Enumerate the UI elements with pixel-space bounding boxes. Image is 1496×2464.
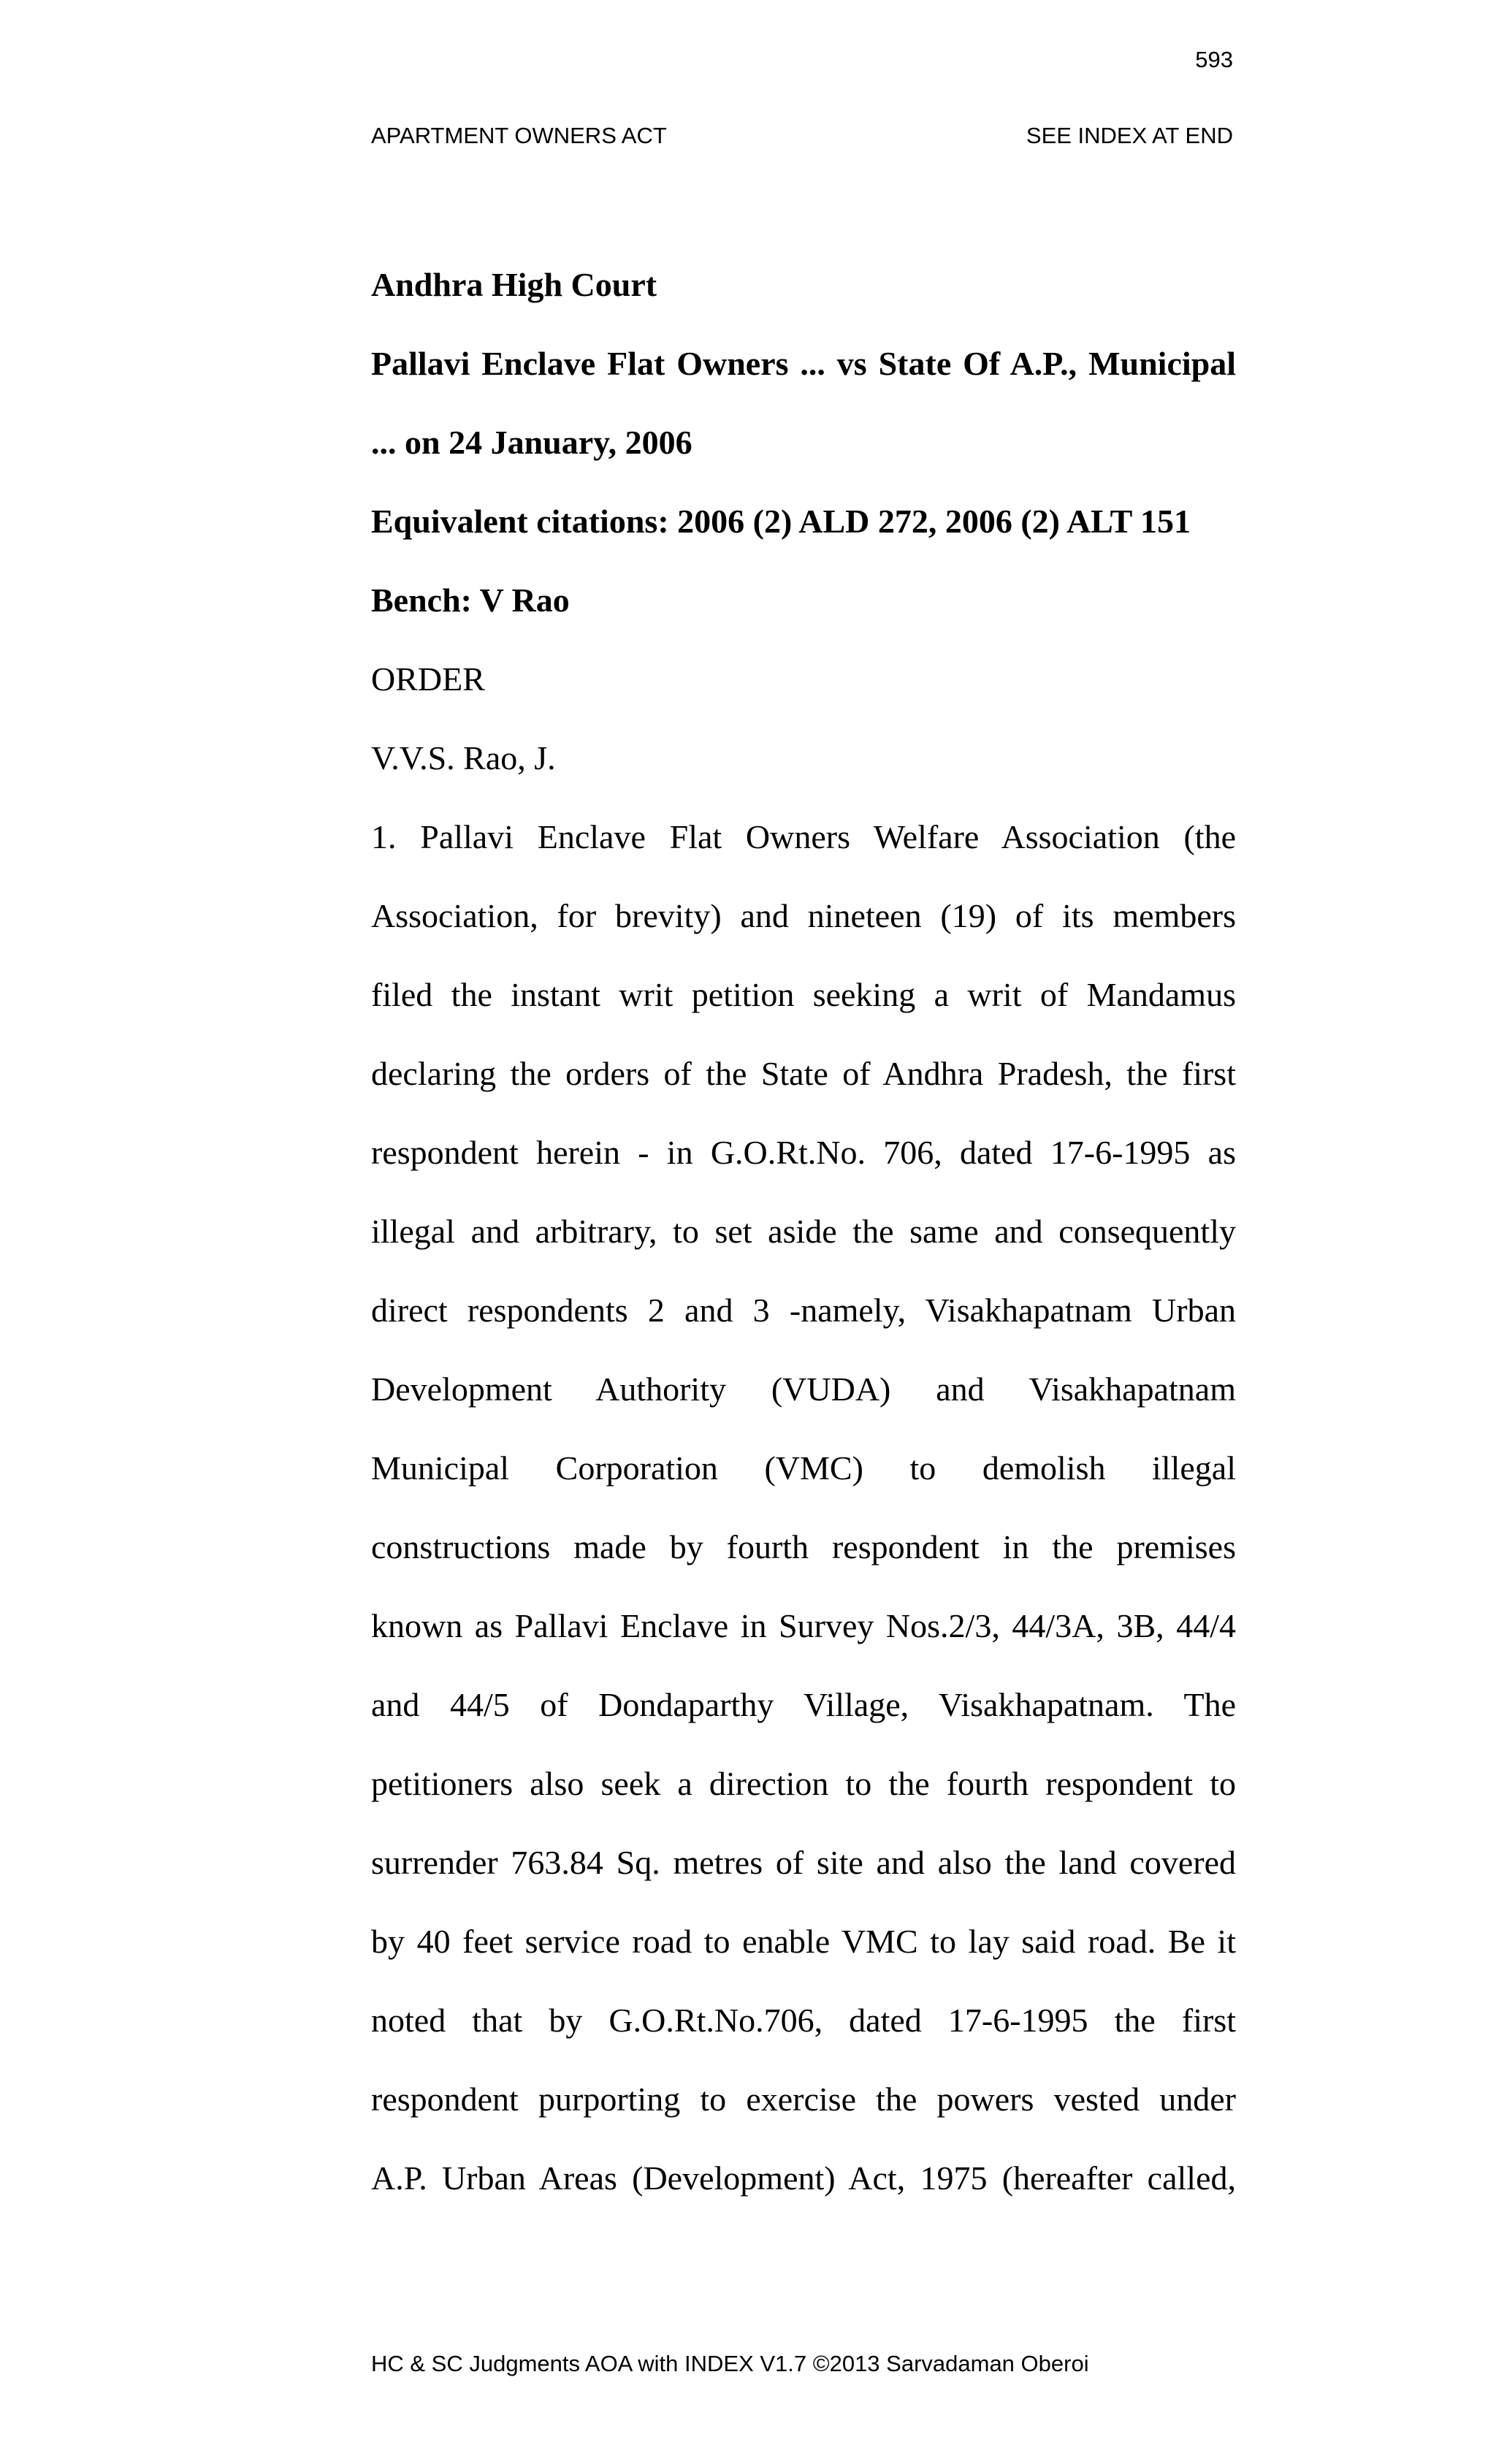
page-footer: HC & SC Judgments AOA with INDEX V1.7 ©2013 Sarvadaman Oberoi <box>371 2351 1089 2376</box>
paragraph-line: filed the instant writ petition seeking a writ of Mandamus <box>371 976 1236 1013</box>
paragraph-line: by 40 feet service road to enable VMC to lay said road. Be it <box>371 1923 1236 1960</box>
paragraph-line: surrender 763.84 Sq. metres of site and also the land covered <box>371 1844 1236 1881</box>
paragraph-line: known as Pallavi Enclave in Survey Nos.2/3, 44/3A, 3B, 44/4 <box>371 1607 1236 1644</box>
paragraph-line: petitioners also seek a direction to the fourth respondent to <box>371 1765 1236 1802</box>
paragraph-line: A.P. Urban Areas (Development) Act, 1975 (hereafter called, <box>371 2159 1236 2197</box>
running-header-right: SEE INDEX AT END <box>1026 123 1233 148</box>
paragraph-line: respondent herein - in G.O.Rt.No. 706, dated 17-6-1995 as <box>371 1134 1236 1171</box>
paragraph-line: Development Authority (VUDA) and Visakhapatnam <box>371 1370 1236 1408</box>
order-label: ORDER <box>371 660 485 698</box>
equivalent-citations: Equivalent citations: 2006 (2) ALD 272, 2006 (2) ALT 151 <box>371 503 1191 540</box>
case-title-line-1: Pallavi Enclave Flat Owners ... vs State Of A.P., Municipal <box>371 345 1236 382</box>
paragraph-line: illegal and arbitrary, to set aside the same and consequently <box>371 1213 1236 1250</box>
paragraph-line: direct respondents 2 and 3 -namely, Visakhapatnam Urban <box>371 1292 1236 1329</box>
paragraph-line: Municipal Corporation (VMC) to demolish illegal <box>371 1449 1236 1487</box>
paragraph-1 <box>371 811 1236 2231</box>
paragraph-line: 1. Pallavi Enclave Flat Owners Welfare Association (the <box>371 818 1236 855</box>
paragraph-line: Association, for brevity) and nineteen (19) of its members <box>371 897 1236 934</box>
bench: Bench: V Rao <box>371 581 570 619</box>
judgment-body <box>371 259 1236 2231</box>
judge-name: V.V.S. Rao, J. <box>371 739 556 777</box>
paragraph-line: constructions made by fourth respondent in the premises <box>371 1528 1236 1565</box>
running-header-left: APARTMENT OWNERS ACT <box>371 123 667 148</box>
case-title-line-2: ... on 24 January, 2006 <box>371 424 692 461</box>
paragraph-line: and 44/5 of Dondaparthy Village, Visakhapatnam. The <box>371 1686 1236 1723</box>
paragraph-line: noted that by G.O.Rt.No.706, dated 17-6-1995 the first <box>371 2002 1236 2039</box>
paragraph-line: declaring the orders of the State of Andhra Pradesh, the first <box>371 1055 1236 1092</box>
paragraph-line: respondent purporting to exercise the powers vested under <box>371 2080 1236 2118</box>
court-name: Andhra High Court <box>371 266 657 303</box>
page-number: 593 <box>1195 47 1233 72</box>
